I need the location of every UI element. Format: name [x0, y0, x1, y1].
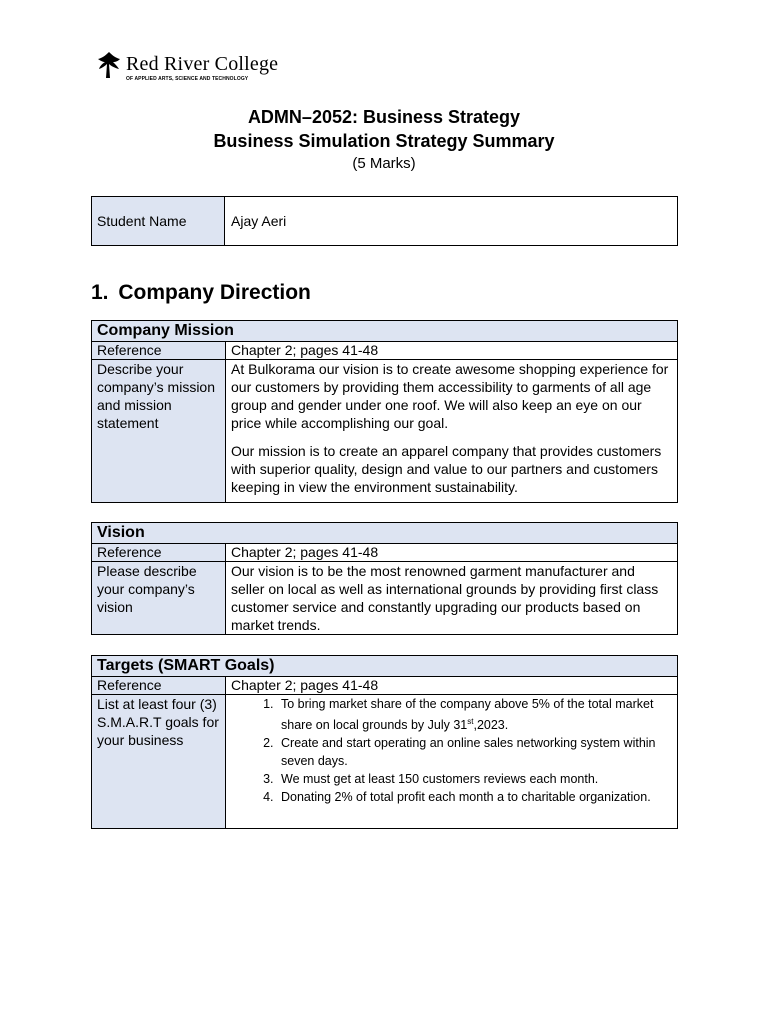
targets-prompt: List at least four (3) S.M.A.R.T goals for your business [92, 695, 226, 829]
goal-item: 1. To bring market share of the company above 5% of the total market share on local grounds by July 31st,2023. [277, 695, 672, 734]
section-heading [91, 281, 311, 305]
course-title: ADMN–2052: Business Strategy [247, 107, 521, 127]
targets-answer [226, 695, 678, 829]
student-name-label: Student Name [92, 197, 225, 245]
vision-reference-label: Reference [92, 544, 226, 562]
section-title: Company Direction [118, 281, 311, 304]
mission-reference-label: Reference [92, 342, 226, 360]
mission-paragraph-1: At Bulkorama our vision is to create awesome shopping experience for our customers by providing them accessibility to garments of all age group and gender under one roof. We will also keep an eye on our price while accomplishing our goal. [231, 361, 669, 431]
goal-item: 3. We must get at least 150 customers reviews each month. [277, 770, 672, 788]
student-name-row [91, 196, 678, 246]
mission-table [91, 320, 678, 503]
goal-item: 4. Donating 2% of total profit each month a to charitable organization. [277, 788, 672, 806]
mission-answer [226, 360, 678, 503]
document-title: Business Simulation Strategy Summary [213, 131, 555, 151]
mission-paragraph-2: Our mission is to create an apparel company that provides customers with superior quality, design and value to our partners and customers keeping in view the environment sustainability. [231, 443, 662, 495]
vision-header: Vision [92, 523, 678, 544]
mission-prompt: Describe your company’s mission and mission statement [92, 360, 226, 503]
goal-item: 2. Create and start operating an online sales networking system within seven days. [277, 734, 672, 770]
mission-reference-value: Chapter 2; pages 41-48 [226, 342, 678, 360]
college-logo [96, 50, 278, 82]
leaf-logo-icon [96, 50, 122, 80]
logo-name: Red River College [126, 53, 279, 75]
targets-table [91, 655, 678, 829]
mission-header: Company Mission [92, 321, 678, 342]
section-number: 1. [91, 281, 109, 304]
logo-subtitle: OF APPLIED ARTS, SCIENCE AND TECHNOLOGY [126, 76, 249, 82]
targets-reference-value: Chapter 2; pages 41-48 [226, 677, 678, 695]
student-name-value: Ajay Aeri [231, 213, 287, 229]
smart-goals-list [231, 695, 672, 806]
targets-header: Targets (SMART Goals) [92, 656, 678, 677]
vision-paragraph: Our vision is to be the most renowned garment manufacturer and seller on local as well as international grounds by providing first class customer service and constantly upgrading our products based on market trends. [231, 563, 659, 633]
vision-prompt: Please describe your company’s vision [92, 562, 226, 635]
vision-table [91, 522, 678, 635]
vision-reference-value: Chapter 2; pages 41-48 [226, 544, 678, 562]
targets-reference-label: Reference [92, 677, 226, 695]
marks-label: (5 Marks) [352, 155, 416, 172]
vision-answer [226, 562, 678, 635]
